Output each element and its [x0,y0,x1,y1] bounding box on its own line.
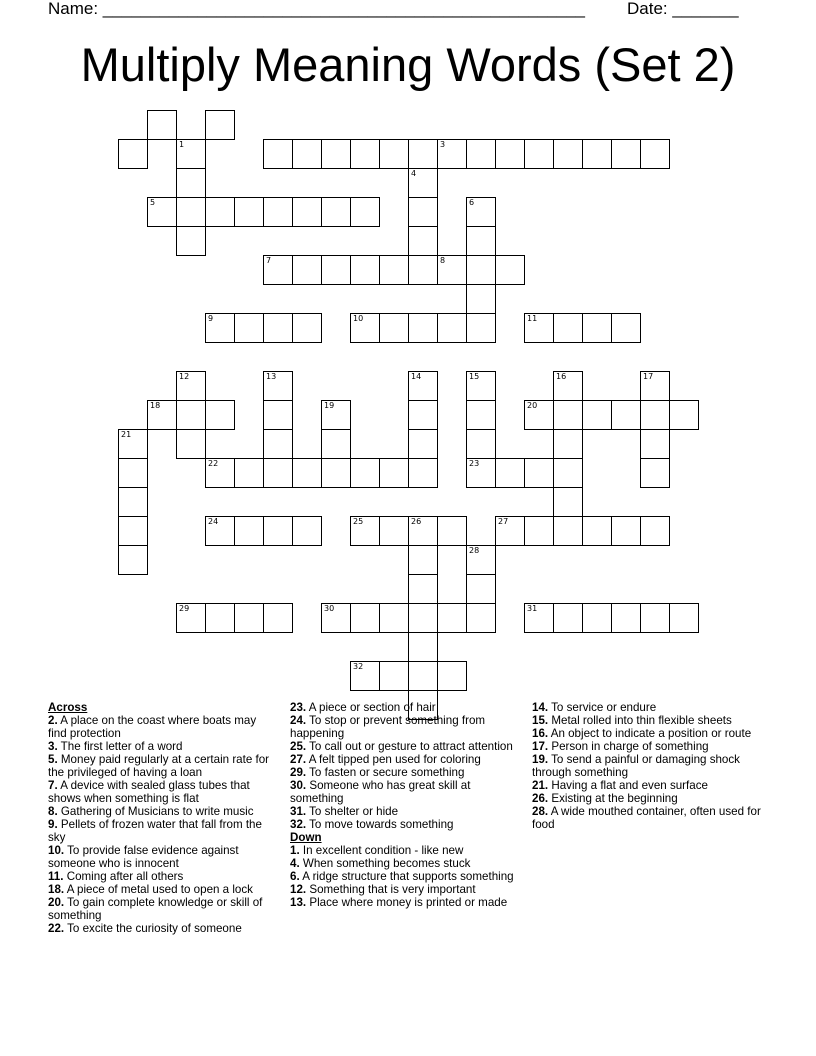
grid-cell[interactable] [553,400,583,430]
clue-item-text: Money paid regularly at a certain rate for the privileged of having a loan [48,753,270,779]
grid-cell[interactable] [350,313,380,343]
clue-item [48,779,278,805]
clue-item-text: Pellets of frozen water that fall from the sky [48,818,262,844]
clue-number: 9 [208,314,214,323]
grid-cell[interactable] [118,487,148,517]
clue-item [532,792,764,805]
grid-cell[interactable] [408,371,438,401]
grid-cell[interactable] [611,139,641,169]
clue-number: 20 [527,401,538,410]
grid-cell[interactable] [147,400,177,430]
grid-cell[interactable] [118,139,148,169]
clue-number: 3 [440,140,446,149]
clue-column-2 [290,701,522,909]
grid-cell[interactable] [321,139,351,169]
grid-cell[interactable] [176,168,206,198]
grid-cell[interactable] [582,139,612,169]
grid-cell[interactable] [640,429,670,459]
grid-cell[interactable] [205,516,235,546]
clue-number: 30 [324,604,335,613]
clue-number: 7 [266,256,272,265]
grid-cell[interactable] [640,371,670,401]
grid-cell[interactable] [205,603,235,633]
grid-cell[interactable] [466,197,496,227]
clue-number: 25 [353,517,364,526]
clue-item [290,779,522,805]
grid-cell[interactable] [263,400,293,430]
grid-cell[interactable] [263,197,293,227]
clue-item [290,701,522,714]
grid-cell[interactable] [263,371,293,401]
grid-cell[interactable] [466,226,496,256]
clue-number: 18 [150,401,161,410]
grid-cell[interactable] [582,400,612,430]
grid-cell[interactable] [553,139,583,169]
grid-cell[interactable] [408,516,438,546]
clue-item [48,896,278,922]
grid-cell[interactable] [234,516,264,546]
grid-cell[interactable] [176,371,206,401]
grid-cell[interactable] [640,516,670,546]
grid-cell[interactable] [582,313,612,343]
clue-item-text: A device with sealed glass tubes that shows when something is flat [48,779,250,805]
grid-cell[interactable] [350,661,380,691]
grid-cell[interactable] [437,313,467,343]
grid-cell[interactable] [408,139,438,169]
clue-item-number: 21. [532,779,549,792]
clue-item-number: 1. [290,844,300,857]
grid-cell[interactable] [379,139,409,169]
grid-cell[interactable] [321,400,351,430]
grid-cell[interactable] [669,400,699,430]
clue-item-text: A piece or section of hair [306,701,436,714]
grid-cell[interactable] [379,603,409,633]
clue-item [290,844,522,857]
grid-cell[interactable] [466,574,496,604]
clue-number: 11 [527,314,538,323]
grid-cell[interactable] [466,139,496,169]
grid-cell[interactable] [263,516,293,546]
clue-number: 4 [411,169,417,178]
clue-item-number: 22. [48,922,65,935]
grid-cell[interactable] [669,603,699,633]
grid-cell[interactable] [524,400,554,430]
clue-item-number: 30. [290,779,307,792]
clue-number: 17 [643,372,654,381]
grid-cell[interactable] [524,313,554,343]
clue-item-number: 11. [48,870,64,883]
grid-cell[interactable] [611,400,641,430]
clue-item-number: 16. [532,727,549,740]
grid-cell[interactable] [263,255,293,285]
clue-item-text: In excellent condition - like new [299,844,464,857]
clue-item-text: The first letter of a word [57,740,183,753]
clue-item-number: 7. [48,779,58,792]
clue-item [532,714,764,727]
clue-item [48,883,278,896]
grid-cell[interactable] [408,458,438,488]
clue-item-text: To gain complete knowledge or skill of something [48,896,263,922]
clue-item-number: 12. [290,883,307,896]
grid-cell[interactable] [350,458,380,488]
clue-item [290,766,522,779]
clue-item [532,727,764,740]
clue-item [290,896,522,909]
grid-cell[interactable] [205,313,235,343]
clue-item [48,740,278,753]
grid-cell[interactable] [176,603,206,633]
clue-number: 14 [411,372,422,381]
grid-cell[interactable] [437,661,467,691]
clue-item-number: 4. [290,857,300,870]
clue-item-text: Gathering of Musicians to write music [57,805,254,818]
clue-item-number: 32. [290,818,307,831]
clue-item-text: Place where money is printed or made [306,896,508,909]
clue-item [48,818,278,844]
grid-cell[interactable] [263,458,293,488]
grid-cell[interactable] [553,487,583,517]
grid-cell[interactable] [205,400,235,430]
grid-cell[interactable] [350,516,380,546]
clue-item-number: 6. [290,870,300,883]
clue-number: 26 [411,517,422,526]
clue-item-text: Coming after all others [63,870,184,883]
grid-cell[interactable] [611,603,641,633]
grid-cell[interactable] [408,574,438,604]
clue-item [290,714,522,740]
grid-cell[interactable] [234,197,264,227]
date-line[interactable]: Date: _______ [627,0,739,18]
clue-item-text: Someone who has great skill at something [290,779,471,805]
clue-item-number: 15. [532,714,549,727]
clue-item-number: 23. [290,701,307,714]
clue-item [48,714,278,740]
clue-item-number: 28. [532,805,549,818]
clue-item-text: To call out or gesture to attract attention [306,740,513,753]
clue-number: 5 [150,198,156,207]
grid-cell[interactable] [466,603,496,633]
clue-item [290,740,522,753]
grid-cell[interactable] [408,168,438,198]
clue-item-text: To shelter or hide [306,805,399,818]
grid-cell[interactable] [408,429,438,459]
grid-cell[interactable] [408,313,438,343]
grid-cell[interactable] [118,516,148,546]
grid-cell[interactable] [553,458,583,488]
clue-item-text: To excite the curiosity of someone [64,922,242,935]
grid-cell[interactable] [437,139,467,169]
clue-item-text: Metal rolled into thin flexible sheets [548,714,732,727]
clue-item-number: 17. [532,740,549,753]
clue-item [290,883,522,896]
clue-number: 29 [179,604,190,613]
grid-cell[interactable] [408,255,438,285]
grid-cell[interactable] [321,458,351,488]
grid-cell[interactable] [321,603,351,633]
clue-number: 10 [353,314,364,323]
clue-item-text: To provide false evidence against someone who is innocent [48,844,239,870]
grid-cell[interactable] [495,139,525,169]
grid-cell[interactable] [408,197,438,227]
clue-number: 24 [208,517,219,526]
clue-item [532,740,764,753]
grid-cell[interactable] [524,139,554,169]
clue-item [532,805,764,831]
clue-item [48,844,278,870]
grid-cell[interactable] [466,371,496,401]
clue-number: 31 [527,604,538,613]
grid-cell[interactable] [118,545,148,575]
grid-cell[interactable] [553,371,583,401]
clue-item [48,922,278,935]
grid-cell[interactable] [350,255,380,285]
clue-item [48,753,278,779]
clue-item-text: Person in charge of something [548,740,709,753]
clue-number: 27 [498,517,509,526]
clue-item-number: 29. [290,766,307,779]
clue-item-text: To send a painful or damaging shock through something [532,753,740,779]
grid-cell[interactable] [466,545,496,575]
clue-item-text: Having a flat and even surface [548,779,708,792]
grid-cell[interactable] [379,516,409,546]
grid-cell[interactable] [147,197,177,227]
clue-item-text: A place on the coast where boats may find protection [48,714,257,740]
clue-item-number: 8. [48,805,58,818]
clue-number: 19 [324,401,335,410]
grid-cell[interactable] [176,139,206,169]
grid-cell[interactable] [292,458,322,488]
grid-cell[interactable] [292,255,322,285]
clue-number: 8 [440,256,446,265]
grid-cell[interactable] [466,255,496,285]
grid-cell[interactable] [176,429,206,459]
grid-cell[interactable] [640,400,670,430]
grid-cell[interactable] [234,313,264,343]
grid-cell[interactable] [640,458,670,488]
clue-item-number: 10. [48,844,65,857]
clue-item [532,701,764,714]
grid-cell[interactable] [466,458,496,488]
clue-number: 6 [469,198,475,207]
grid-cell[interactable] [553,429,583,459]
grid-cell[interactable] [640,139,670,169]
clue-item-text: To fasten or secure something [306,766,465,779]
clue-number: 21 [121,430,132,439]
grid-cell[interactable] [379,255,409,285]
clue-item-number: 13. [290,896,307,909]
grid-cell[interactable] [408,400,438,430]
clue-number: 15 [469,372,480,381]
clue-item-number: 19. [532,753,549,766]
grid-cell[interactable] [524,516,554,546]
clue-item-text: A felt tipped pen used for coloring [306,753,481,766]
grid-cell[interactable] [408,226,438,256]
grid-cell[interactable] [118,429,148,459]
page-title: Multiply Meaning Words (Set 2) [80,38,736,91]
clue-item-text: An object to indicate a position or route [548,727,752,740]
name-line[interactable]: Name: ___________________________________________________ [48,0,585,18]
grid-cell[interactable] [495,255,525,285]
clue-item [290,805,522,818]
grid-cell[interactable] [379,313,409,343]
clue-item-number: 20. [48,896,65,909]
clue-item-text: When something becomes stuck [299,857,471,870]
clue-number: 28 [469,546,480,555]
clue-section-heading: Across [48,701,88,714]
grid-cell[interactable] [321,197,351,227]
grid-cell[interactable] [263,429,293,459]
grid-cell[interactable] [176,197,206,227]
grid-cell[interactable] [582,603,612,633]
grid-cell[interactable] [205,197,235,227]
grid-cell[interactable] [321,255,351,285]
clue-number: 12 [179,372,190,381]
grid-cell[interactable] [640,603,670,633]
grid-cell[interactable] [466,429,496,459]
grid-cell[interactable] [176,400,206,430]
clue-item-number: 18. [48,883,65,896]
clue-item-text: To move towards something [306,818,454,831]
grid-cell[interactable] [553,516,583,546]
clue-item-number: 31. [290,805,307,818]
grid-cell[interactable] [437,516,467,546]
clue-item-number: 27. [290,753,307,766]
clue-item-text: Existing at the beginning [548,792,678,805]
grid-cell[interactable] [408,603,438,633]
grid-cell[interactable] [379,661,409,691]
clue-item-number: 9. [48,818,58,831]
grid-cell[interactable] [118,458,148,488]
grid-cell[interactable] [350,139,380,169]
clue-item-number: 5. [48,753,58,766]
grid-cell[interactable] [292,197,322,227]
clue-item-number: 2. [48,714,58,727]
clue-item-number: 26. [532,792,549,805]
grid-cell[interactable] [205,458,235,488]
clue-item-text: A wide mouthed container, often used for food [532,805,761,831]
clue-number: 22 [208,459,219,468]
clue-number: 23 [469,459,480,468]
grid-cell[interactable] [176,226,206,256]
clue-item-text: A ridge structure that supports something [299,870,514,883]
clue-item [290,818,522,831]
clue-item [290,870,522,883]
grid-cell[interactable] [553,603,583,633]
grid-cell[interactable] [234,603,264,633]
clue-item [48,805,278,818]
clue-item-text: To service or endure [548,701,657,714]
grid-cell[interactable] [408,661,438,691]
clue-item [532,753,764,779]
grid-cell[interactable] [292,313,322,343]
clue-item-number: 24. [290,714,307,727]
clue-item-text: A piece of metal used to open a lock [64,883,253,896]
grid-cell[interactable] [582,516,612,546]
grid-cell[interactable] [292,516,322,546]
grid-cell[interactable] [466,313,496,343]
clue-item [48,870,278,883]
grid-cell[interactable] [495,458,525,488]
grid-cell[interactable] [234,458,264,488]
clue-item-text: Something that is very important [306,883,476,896]
clue-section-heading: Down [290,831,322,844]
grid-cell[interactable] [466,284,496,314]
grid-cell[interactable] [611,516,641,546]
grid-cell[interactable] [205,110,235,140]
clue-column-1 [48,701,278,935]
clue-number: 16 [556,372,567,381]
clue-number: 32 [353,662,364,671]
grid-cell[interactable] [408,632,438,662]
grid-cell[interactable] [321,429,351,459]
grid-cell[interactable] [524,458,554,488]
clue-number: 13 [266,372,277,381]
grid-cell[interactable] [350,197,380,227]
clue-item [290,857,522,870]
clue-column-3 [532,701,764,831]
grid-cell[interactable] [437,255,467,285]
clue-item [532,779,764,792]
grid-cell[interactable] [263,139,293,169]
grid-cell[interactable] [495,516,525,546]
grid-cell[interactable] [263,313,293,343]
clue-number: 1 [179,140,185,149]
grid-cell[interactable] [466,400,496,430]
grid-cell[interactable] [437,603,467,633]
grid-cell[interactable] [147,110,177,140]
grid-cell[interactable] [263,603,293,633]
clue-item-number: 25. [290,740,307,753]
grid-cell[interactable] [350,603,380,633]
grid-cell[interactable] [408,545,438,575]
clue-item [290,753,522,766]
grid-cell[interactable] [553,313,583,343]
clue-item-number: 3. [48,740,58,753]
grid-cell[interactable] [292,139,322,169]
grid-cell[interactable] [379,458,409,488]
clue-item-text: To stop or prevent something from happening [290,714,486,740]
clue-item-number: 14. [532,701,549,714]
grid-cell[interactable] [611,313,641,343]
grid-cell[interactable] [524,603,554,633]
